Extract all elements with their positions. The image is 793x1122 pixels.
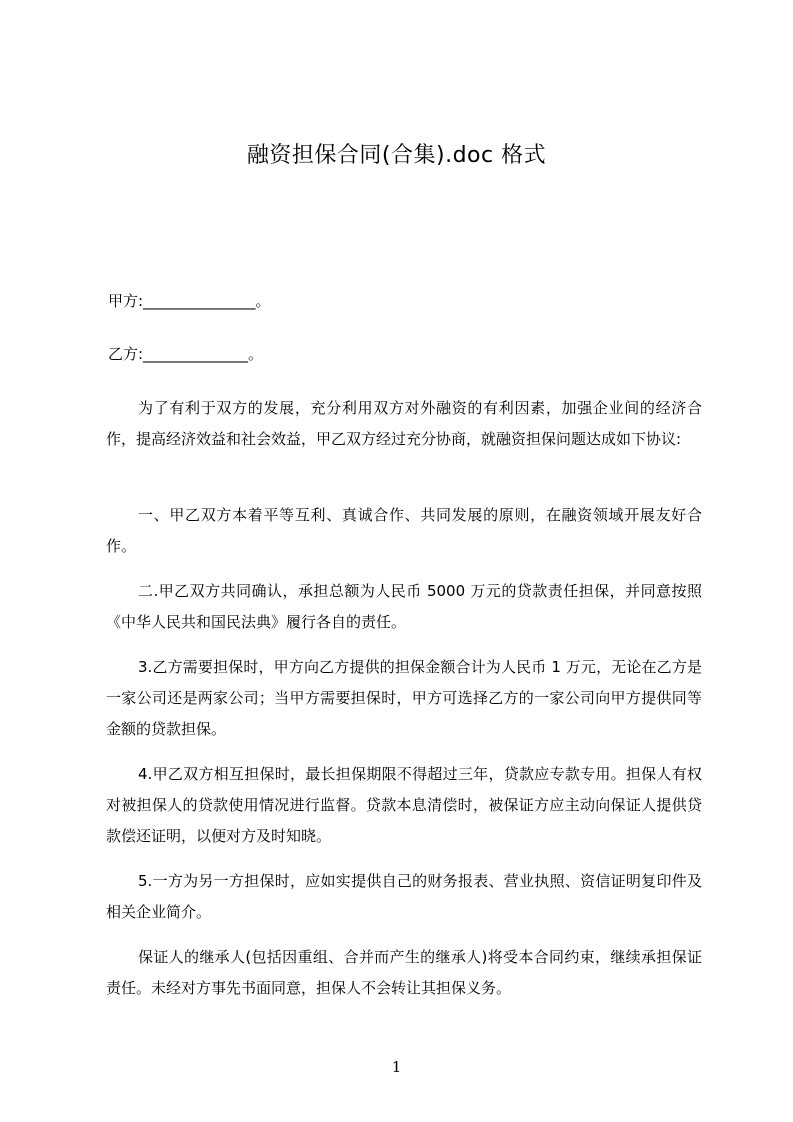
paragraph-preamble: 为了有利于双方的发展，充分利用双方对外融资的有利因素，加强企业间的经济合作，提高经济效益和社会效益，甲乙双方经过充分协商，就融资担保问题达成如下协议: <box>106 399 702 448</box>
page-number: 1 <box>391 1058 402 1076</box>
party-a-line: 甲方:_______________。 <box>108 292 271 310</box>
paragraph-clause-1: 一、甲乙双方本着平等互利、真诚合作、共同发展的原则，在融资领域开展友好合作。 <box>106 506 702 555</box>
paragraph-clause-3: 3.乙方需要担保时，甲方向乙方提供的担保金额合计为人民币 1 万元，无论在乙方是一家公司还是两家公司；当甲方需要担保时，甲方可选择乙方的一家公司向甲方提供同等金额的贷款担保。 <box>106 658 702 738</box>
party-b-line: 乙方:______________。 <box>108 345 264 363</box>
paragraph-clause-2: 二.甲乙双方共同确认，承担总额为人民币 5000 万元的贷款责任担保，并同意按照《中华人民共和国民法典》履行各自的责任。 <box>106 582 702 631</box>
paragraph-successor-clause: 保证人的继承人(包括因重组、合并而产生的继承人)将受本合同约束，继续承担保证责任。未经对方事先书面同意，担保人不会转让其担保义务。 <box>106 948 702 997</box>
paragraph-clause-5: 5.一方为另一方担保时，应如实提供自己的财务报表、营业执照、资信证明复印件及相关企业简介。 <box>106 872 702 921</box>
document-title: 融资担保合同(合集).doc 格式 <box>246 143 547 168</box>
paragraph-clause-4: 4.甲乙双方相互担保时，最长担保期限不得超过三年，贷款应专款专用。担保人有权对被担保人的贷款使用情况进行监督。贷款本息清偿时，被保证方应主动向保证人提供贷款偿还证明，以便对方及时知晓。 <box>106 765 702 845</box>
